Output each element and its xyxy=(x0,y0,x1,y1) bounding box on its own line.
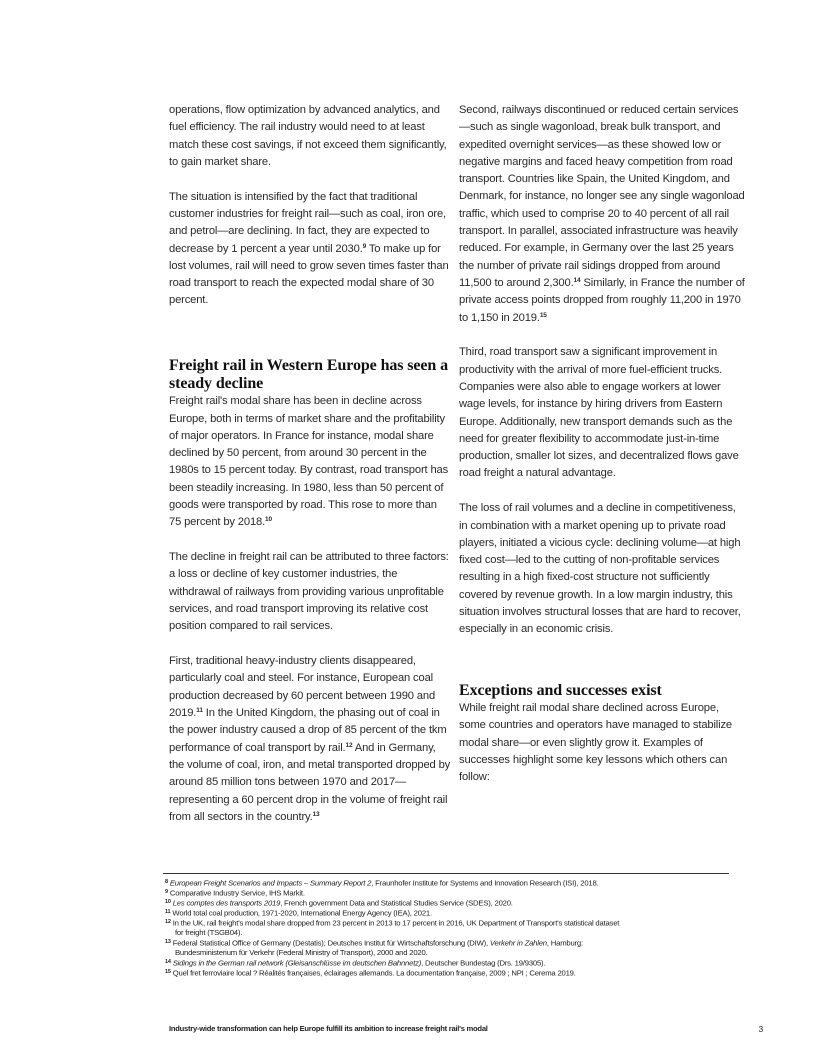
footnote-ref[interactable]: 10 xyxy=(265,516,272,524)
footnotes xyxy=(165,878,745,978)
paragraph: First, traditional heavy-industry clients disappeared, particularly coal and steel. For instance, European coal production decreased by 60 percent between 1990 and 2019.11 In the United Kingdom, the phasing out of coal in the power industry caused a drop of 85 percent of the tkm performance of coal transport by rail.$^{12}$ And in Germany, the volume of coal, iron, and metal transported dropped by around 85 million tons between 1970 and 2017—representing a 60 percent drop in the volume of freight rail from all sectors in the country.$^{13}$ xyxy=(169,655,451,823)
section-heading: Exceptions and successes exist xyxy=(459,682,662,700)
footnote-divider xyxy=(163,873,729,874)
footnote-ref[interactable]: 9 xyxy=(362,242,367,250)
paragraph: The decline in freight rail can be attributed to three factors: a loss or decline of key customer industries, the withdrawal of railways from providing various unprofitable services, and road transport improving its relative cost position compared to rail services. xyxy=(169,551,449,633)
paragraph: operations, flow optimization by advanced analytics, and fuel efficiency. The rail industry would need to at least match these cost savings, if not exceed them significantly, to gain market share. xyxy=(169,104,447,168)
footnote: $^{12}$ In the UK, rail freight's modal share dropped from 23 percent in 2013 to 17 percent in 2016, UK Department of Transport's statistical dataset for freight (TSGB04). xyxy=(165,918,620,938)
footnote: $^{10}$ Les comptes des transports 2019, French government Data and Statistical Studies Service (SDES), 2020. xyxy=(165,898,513,908)
footnote: $^{13}$ Federal Statistical Office of Germany (Destatis); Deutsches Institut für Wirtschaftsforschung (DIW), Verkehr in Zahlen, Hamburg: Bundesministerium für Verkehr (Federal Ministry of Transport), 2000 and 2020. xyxy=(165,938,583,958)
footnote: $^{15}$ Quel fret ferroviaire local ? Réalités françaises, éclairages allemands. La documentation française, 2009 ; NPI ; Cerema 2019. xyxy=(165,968,576,978)
footnote: $^{14}$ Sidings in the German rail network (Gleisanschlüsse im deutschen Bahnnetz), Deutscher Bundestag (Drs. 19/9305). xyxy=(165,958,546,968)
footnote: $^8$ European Freight Scenarios and Impacts – Summary Report 2, Fraunhofer Institute for Systems and Innovation Research (ISI), 2018. xyxy=(165,878,599,888)
footnote: $^9$ Comparative Industry Service, IHS Markit. xyxy=(165,888,305,898)
footnote-ref[interactable]: 12 xyxy=(345,741,353,749)
footnote-ref[interactable]: 13 xyxy=(312,810,320,818)
section-heading: Freight rail in Western Europe has seen a steady decline xyxy=(169,357,449,393)
page-number: 3 xyxy=(758,1024,763,1034)
left-column xyxy=(169,102,451,826)
paragraph: While freight rail modal share declined across Europe, some countries and operators have managed to stabilize modal share—or even slightly grow it. Examples of successes highlight some key lessons which others can follow: xyxy=(459,702,732,784)
paragraph: The situation is intensified by the fact that traditional customer industries for freight rail—such as coal, iron ore, and petrol—are declining. In fact, they are expected to decrease by 1 percent a year until 2030.$^9$ To make up for lost volumes, rail will need to grow seven times faster than road transport to reach the expected modal share of 30 percent. xyxy=(169,190,449,307)
page-footer xyxy=(169,1024,763,1033)
footnote-ref[interactable]: 15 xyxy=(539,311,547,319)
paragraph: The loss of rail volumes and a decline in competitiveness, in combination with a market opening up to private road players, initiated a vicious cycle: declining volume—at high fixed cost—led to the cutting of non-profitable services resulting in a high fixed-cost structure not sufficiently covered by revenue growth. In a low margin industry, this situation involves structural losses that are hard to recover, especially in an economic crisis. xyxy=(459,502,741,636)
footnote-ref[interactable]: 14 xyxy=(573,276,581,284)
footnote: $^{11}$ World total coal production, 1971-2020, International Energy Agency (IEA), 2021. xyxy=(165,908,432,918)
running-title: Industry-wide transformation can help Europe fulfill its ambition to increase freight rail's modal xyxy=(169,1024,488,1033)
paragraph: Freight rail's modal share has been in decline across Europe, both in terms of market share and the profitability of major operators. In France for instance, modal share declined by 50 percent, from around 30 percent in the 1980s to 15 percent today. By contrast, road transport has been steadily increasing. In 1980, less than 50 percent of goods were transported by road. This rose to more than 75 percent by 2018.10 xyxy=(169,395,449,529)
footnote-ref[interactable]: 11 xyxy=(196,707,203,715)
right-column xyxy=(459,102,747,787)
paragraph: Second, railways discontinued or reduced certain services—such as single wagonload, break bulk transport, and expedited overnight services—as these showed low or negative margins and faced heavy competition from road transport. Countries like Spain, the United Kingdom, and Denmark, for instance, no longer see any single wagonload traffic, which used to comprise 20 to 40 percent of all rail transport. In parallel, associated infrastructure was heavily reduced. For example, in Germany over the last 25 years the number of private rail sidings dropped from around 11,500 to around 2,300.14 Similarly, in France the number of private access points dropped from roughly 11,200 in 1970 to 1,150 in 2019.15 xyxy=(459,104,745,324)
paragraph: Third, road transport saw a significant improvement in productivity with the arrival of more fuel-efficient trucks. Companies were also able to engage workers at lower wage levels, for instance by hiring drivers from Eastern Europe. Additionally, new transport demands such as the need for greater flexibility to accommodate just-in-time production, smaller lot sizes, and decentralized flows gave road freight a natural advantage. xyxy=(459,346,739,480)
